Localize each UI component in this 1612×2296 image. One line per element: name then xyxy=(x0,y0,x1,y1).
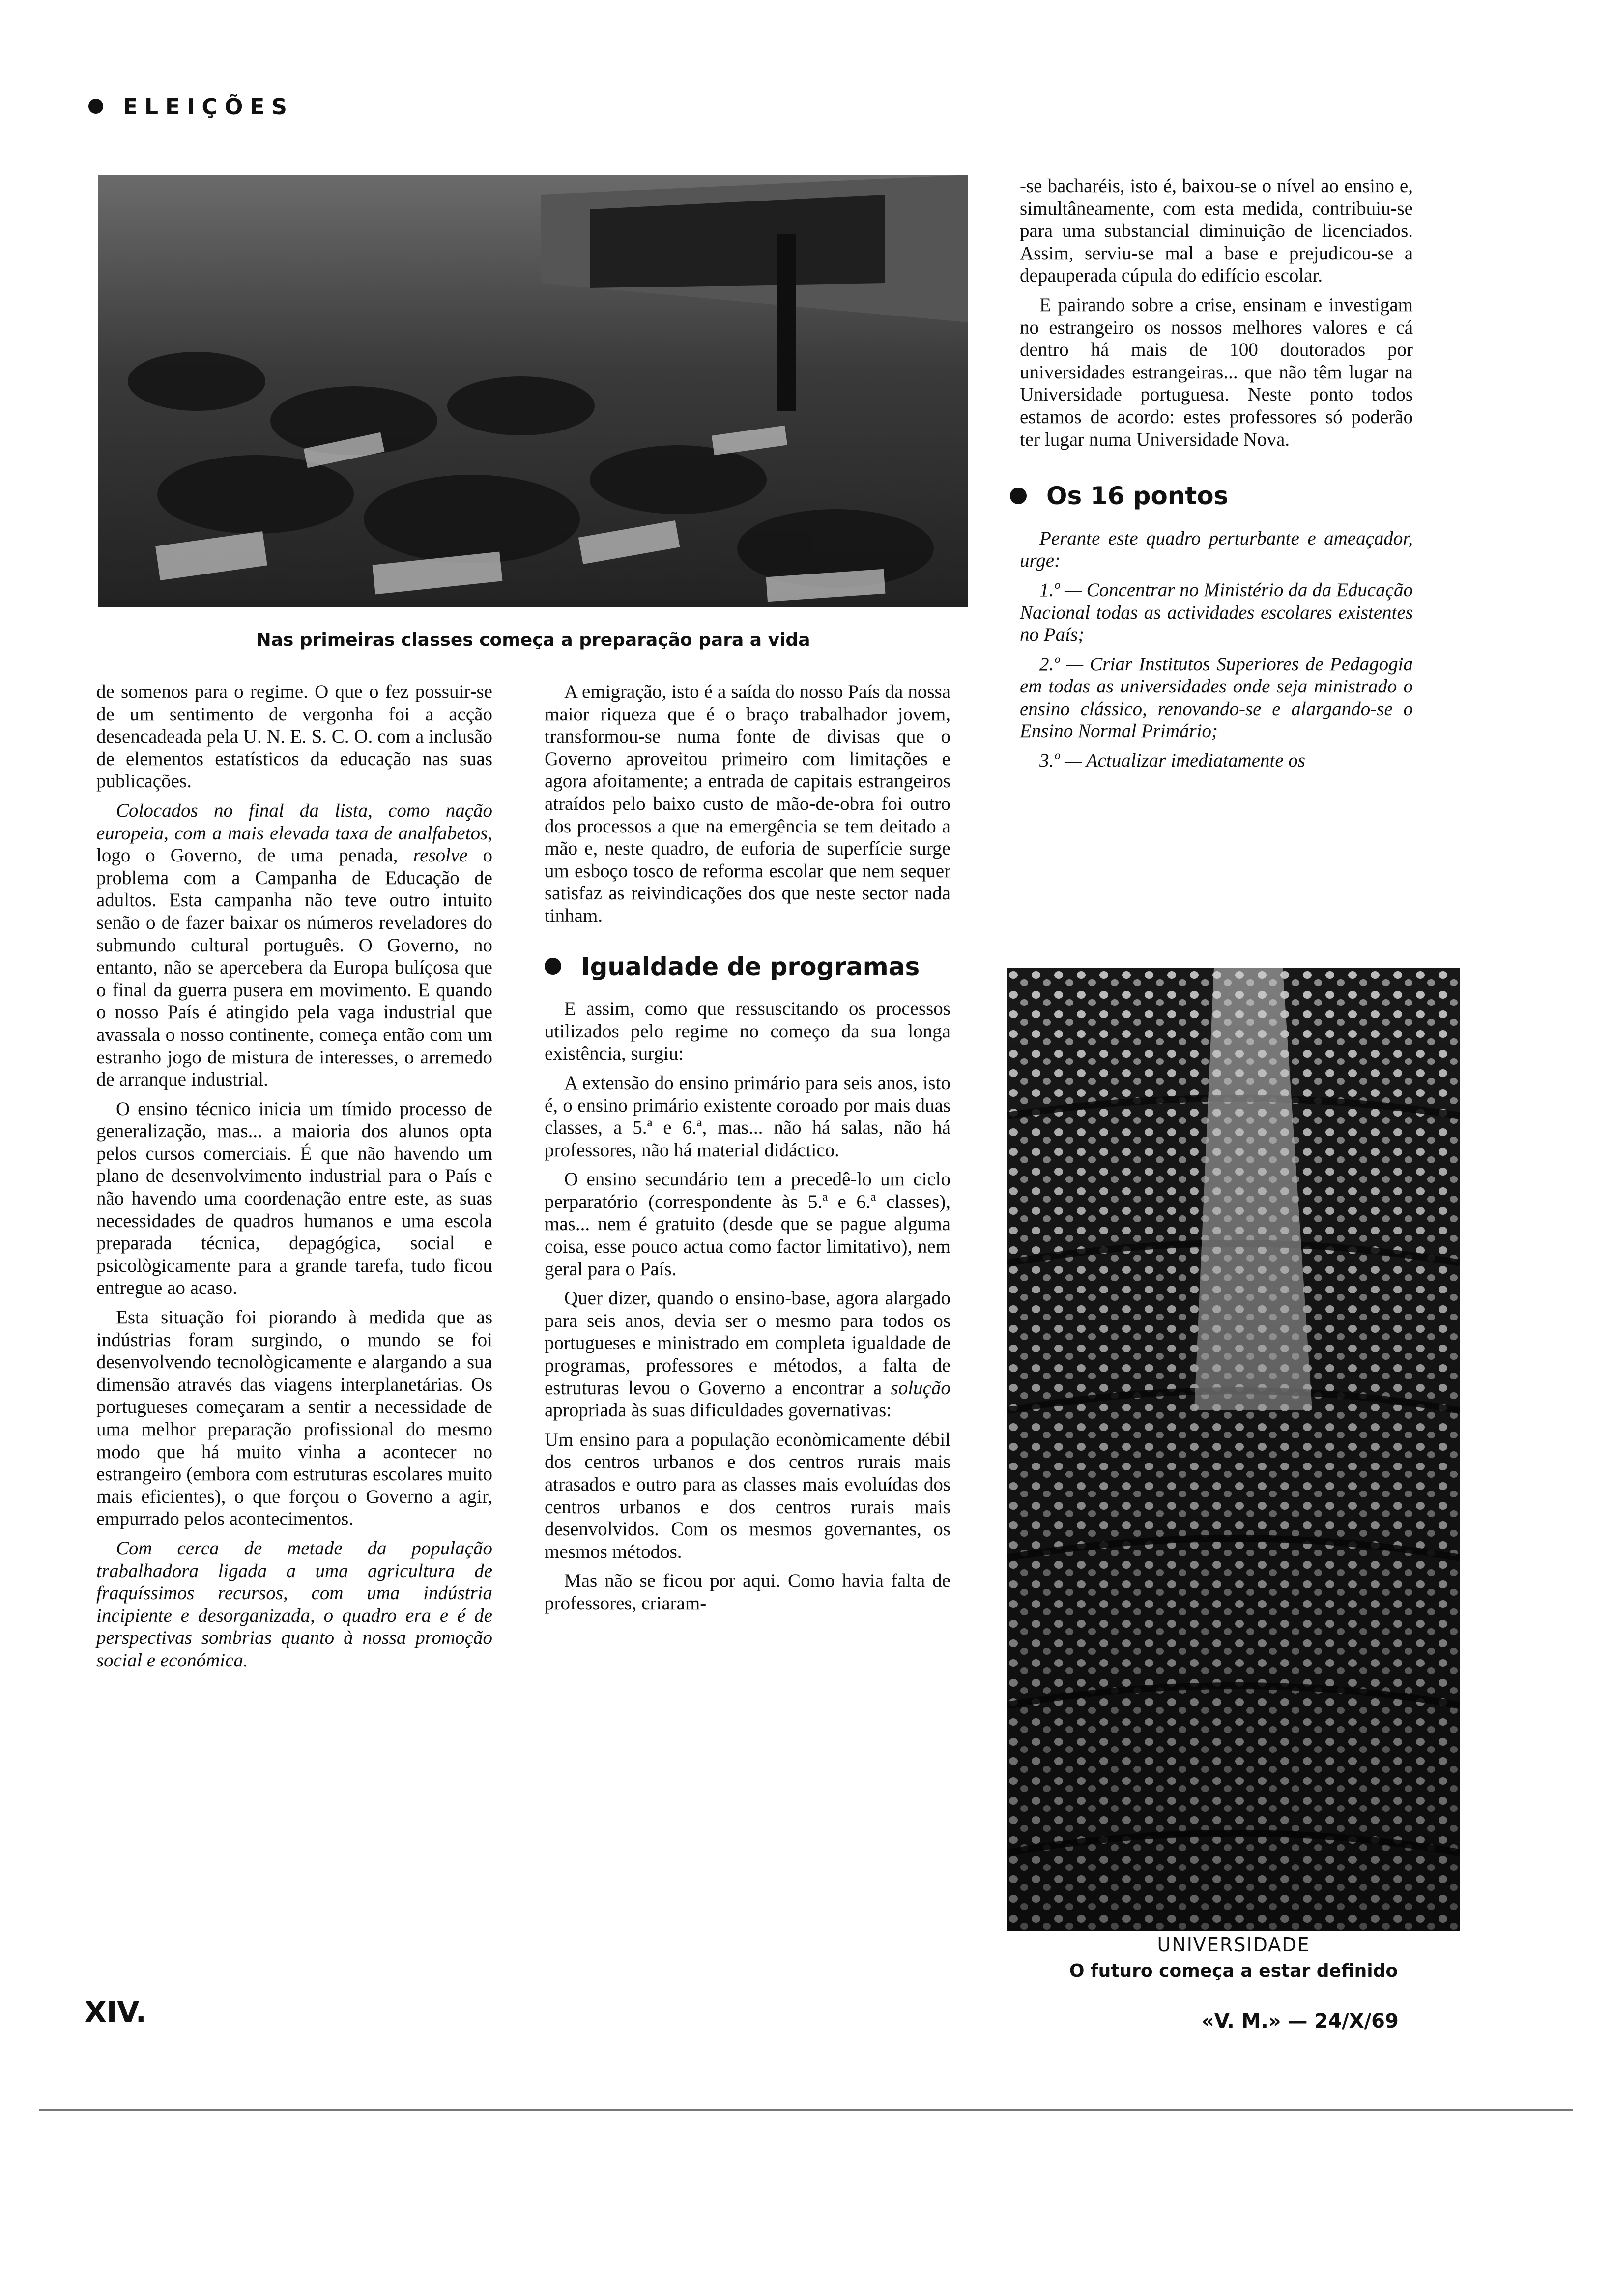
classroom-photo-caption: Nas primeiras classes começa a preparação para a vida xyxy=(256,630,810,650)
bullet-icon xyxy=(88,99,103,114)
university-photo xyxy=(1008,968,1460,1931)
list-intro: Perante este quadro perturbante e ameaçador, urge: xyxy=(1020,527,1413,572)
paragraph: Com cerca de metade da população trabalhadora ligada a uma agricultura de fraquíssimos recursos, com uma indústria incipiente e desorganizada, o quadro era e é de perspectivas sombrias quanto à nossa promoção social e económica. xyxy=(96,1537,492,1671)
paragraph: A emigração, isto é a saída do nosso País da nossa maior riqueza que é o braço trabalhador jovem, transformou-se numa fonte de divisas que o Governo aproveitou primeiro com limitações e agora afoitamente; a entrada de capitais estrangeiros atraídos pelo baixo custo de mão-de-obra foi outro dos processos a que na emergência se tem deitado a mão e, neste quadro, de euforia de superfície surge um esboço tosco de reforma escolar que nem sequer satisfaz as reivindicações dos que neste sector nada tinham. xyxy=(545,681,950,926)
list-item: 3.º — Actualizar imediatamente os xyxy=(1039,750,1306,772)
section-heading: Os 16 pontos xyxy=(1010,485,1413,508)
paragraph: -se bacharéis, isto é, baixou-se o nível ao ensino e, simultâneamente, com esta medida, contribuiu-se para uma substancial diminuição de licenciados. Assim, serviu-se mal a base e prejudicou-se a depauperada cúpula do edifício escolar. xyxy=(1020,175,1413,287)
paragraph: O ensino secundário tem a precedê-lo um ciclo perparatório (correspondente às 5.ª e 6.ª classes), mas... nem é gratuito (desde que se pague alguma coisa, esse pouco actua como factor limitativo), nem geral para o País. xyxy=(545,1169,950,1280)
paragraph: Colocados no final da lista, como nação europeia, com a mais elevada taxa de analfabetos, logo o Governo, de uma penada, resolve o problema com a Campanha de Educação de adultos. Esta campanha não teve outro intuito senão o de fazer baixar os números reveladores do submundo cultural português. O Governo, no entanto, não se apercebera da Europa bulíçosa que o final da guerra pusera em movimento. E quando o nosso País é atingido pela vaga industrial que avassala o nosso continente, começa então com um estranho jogo de mistura de interesses, o arremedo de arranque industrial. xyxy=(96,800,492,1091)
university-photo-caption: O futuro começa a estar definido xyxy=(1069,1961,1398,1981)
paragraph: Esta situação foi piorando à medida que as indústrias foram surgindo, o mundo se foi desenvolvendo tecnològicamente e alargando a sua dimensão através das viagens interplanetárias. Os portugueses começaram a sentir a necessidade de uma melhor preparação profissional do mesmo modo que há muito vinha a acontecer no estrangeiro (embora com estruturas escolares muito mais eficientes), o que forçou o Governo a agir, empurrado pelos acontecimentos. xyxy=(96,1307,492,1530)
section-heading: Igualdade de programas xyxy=(545,956,950,978)
section-label: ELEIÇÕES xyxy=(88,94,294,119)
demands-list xyxy=(1020,527,1413,772)
bottom-rule xyxy=(39,2109,1573,2111)
university-photo-label: UNIVERSIDADE xyxy=(1157,1934,1310,1955)
bullet-icon xyxy=(545,958,561,975)
paragraph: Mas não se ficou por aqui. Como havia falta de professores, criaram- xyxy=(545,1570,950,1614)
paragraph: E pairando sobre a crise, ensinam e investigam no estrangeiro os nossos melhores valores e cá dentro há mais de 100 doutorados por universidades estrangeiras... que não têm lugar na Universidade portuguesa. Neste ponto todos estamos de acordo: estes professores só poderão ter lugar numa Universidade Nova. xyxy=(1020,294,1413,450)
paragraph: Quer dizer, quando o ensino-base, agora alargado para seis anos, devia ser o mesmo para todos os portugueses e ministrado em completa igualdade de programas, professores e métodos, a falta de estruturas levou o Governo a encontrar a solução apropriada às suas dificuldades governativas: xyxy=(545,1288,950,1421)
paragraph: A extensão do ensino primário para seis anos, isto é, o ensino primário existente coroado por mais duas classes, a 5.ª e 6.ª, mas... não há salas, não há professores, não há material didáctico. xyxy=(545,1072,950,1161)
list-item: 1.º — Concentrar no Ministério da da Educação Nacional todas as actividades escolares existentes no País; xyxy=(1020,579,1413,646)
classroom-photo xyxy=(98,175,968,607)
list-item: 2.º — Criar Institutos Superiores de Pedagogia em todas as universidades onde seja ministrado o ensino clássico, renovando-se e alargando-se o Ensino Normal Primário; xyxy=(1020,653,1413,742)
article-column-2 xyxy=(545,681,950,1622)
article-column-1 xyxy=(96,681,492,1679)
issue-reference: «V. M.» — 24/X/69 xyxy=(1202,2010,1399,2033)
page-number: XIV. xyxy=(85,1995,146,2029)
paragraph: Um ensino para a população econòmicamente débil dos centros urbanos e dos centros rurais mais atrasados e outro para as classes mais evoluídas dos centros urbanos e dos centros rurais mais desenvolvidos. Com os mesmos governantes, os mesmos métodos. xyxy=(545,1429,950,1562)
paragraph: O ensino técnico inicia um tímido processo de generalização, mas... a maioria dos alunos opta pelos cursos comerciais. É que não havendo um plano de desenvolvimento industrial para o País e não havendo uma coordenação entre este, as suas necessidades de quadros humanos e uma escola preparada técnica, depagógica, social e psicològicamente para a grande tarefa, tudo ficou entregue ao acaso. xyxy=(96,1098,492,1299)
paragraph: de somenos para o regime. O que o fez possuir-se de um sentimento de vergonha foi a acção desencadeada pela U. N. E. S. C. O. com a inclusão de elementos estatísticos da educação nas suas publicações. xyxy=(96,681,492,792)
paragraph: E assim, como que ressuscitando os processos utilizados pelo regime no começo da sua longa existência, surgiu: xyxy=(545,998,950,1064)
bullet-icon xyxy=(1010,488,1027,504)
article-column-3 xyxy=(1020,175,1413,779)
